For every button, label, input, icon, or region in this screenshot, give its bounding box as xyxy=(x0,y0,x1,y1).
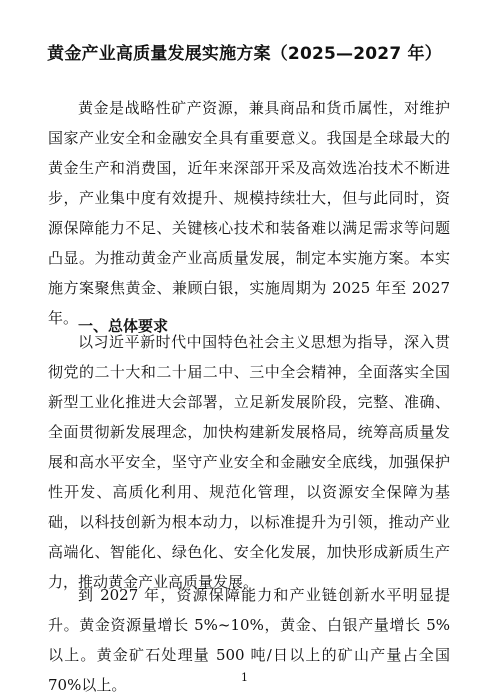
intro-paragraph: 黄金是战略性矿产资源，兼具商品和货币属性，对维护国家产业安全和金融安全具有重要意义。我国是全球最大的黄金生产和消费国，近年来深部开采及高效选冶技术不断进步，产业集中度有效提升、规模持续壮大，但与此同时，资源保障能力不足、关键核心技术和装备难以满足需求等问题凸显。为推动黄金产业高质量发展，制定本实施方案。本实施方案聚焦黄金、兼顾白银，实施周期为 2025 年至 2027 年。 xyxy=(48,99,450,327)
document-title: 黄金产业高质量发展实施方案（2025—2027 年） xyxy=(47,44,442,64)
goals-paragraph: 到 2027 年，资源保障能力和产业链创新水平明显提升。黄金资源量增长 5%~10%，黄金、白银产量增长 5%以上。黄金矿石处理量 500 吨/日以上的矿山产量占全国 70%以上。 xyxy=(48,586,450,694)
page-number: 1 xyxy=(241,671,248,684)
general-requirements-paragraph: 以习近平新时代中国特色社会主义思想为指导，深入贯彻党的二十大和二十届二中、三中全会精神，全面落实全国新型工业化推进大会部署，立足新发展阶段，完整、准确、全面贯彻新发展理念，加快构建新发展格局，统筹高质量发展和高水平安全，坚守产业安全和金融安全底线，加强保护性开发、高质化利用、规范化管理，以资源安全保障为基础，以科技创新为根本动力，以标准提升为引领，推动产业高端化、智能化、绿色化、安全化发展，加快形成新质生产力，推动黄金产业高质量发展。 xyxy=(48,333,450,591)
section-heading-general-requirements: 一、总体要求 xyxy=(78,317,169,335)
